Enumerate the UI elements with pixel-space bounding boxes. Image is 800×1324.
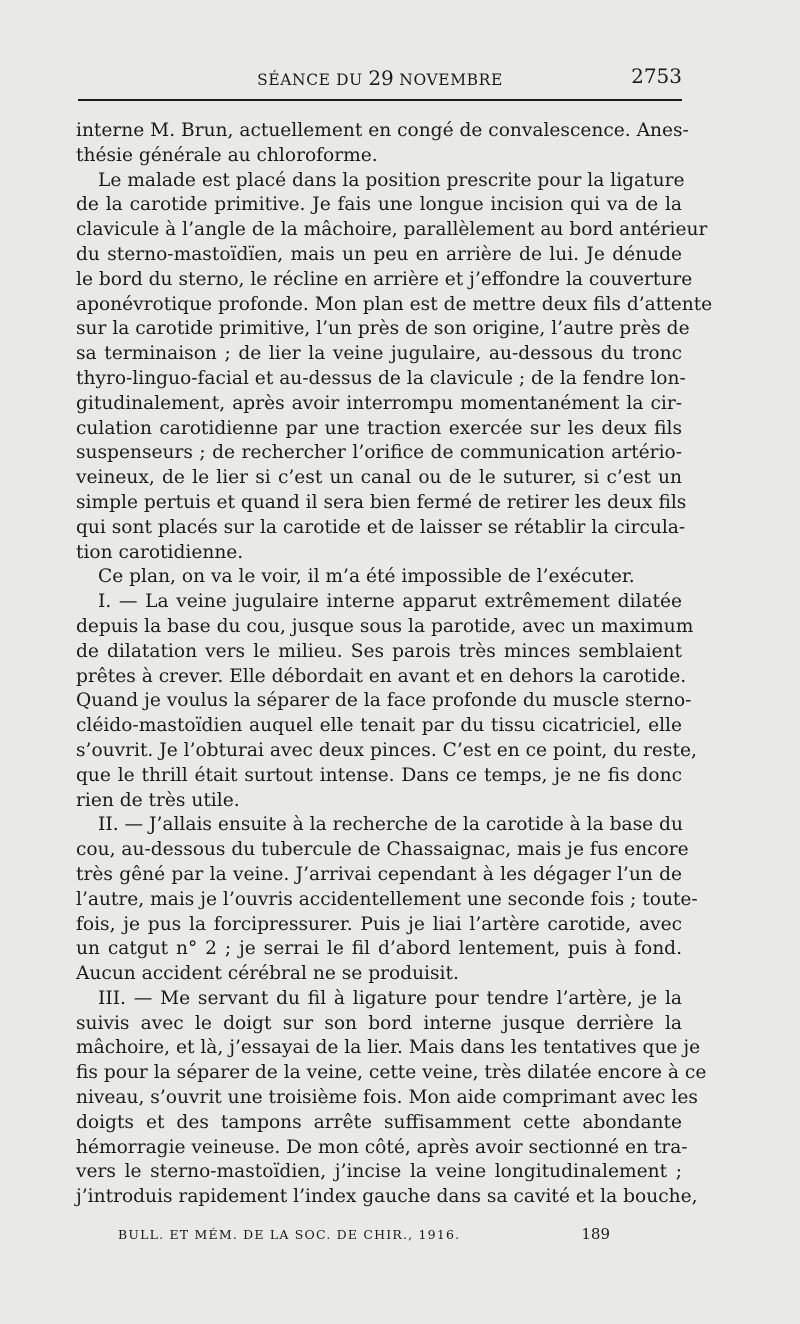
text-line: doigts et des tampons arrête suffisamment cette abondante [76, 1111, 682, 1133]
text-line: rien de très utile. [76, 789, 240, 811]
running-title-day: 29 [368, 66, 394, 90]
running-title [78, 66, 682, 90]
text-line: que le thrill était surtout intense. Dans ce temps, je ne fis donc [76, 764, 682, 786]
text-line: thyro-linguo-facial et au-dessus de la clavicule ; de la fendre lon- [76, 367, 686, 389]
text-line: s’ouvrit. Je l’obturai avec deux pinces. C’est en ce point, du reste, [76, 739, 697, 761]
text-line: niveau, s’ouvrit une troisième fois. Mon aide comprimant avec les [76, 1087, 698, 1109]
text-line: tion carotidienne. [76, 541, 244, 563]
header-rule [78, 99, 682, 101]
text-line: I. — La veine jugulaire interne apparut extrêmement dilatée [98, 591, 682, 613]
text-line: très gêné par la veine. J’arrivai cependant à les dégager l’un de [76, 863, 682, 885]
text-line: le bord du sterno, le récline en arrière et j’effondre la couverture [76, 268, 693, 290]
text-line: sur la carotide primitive, l’un près de son origine, l’autre près de [76, 318, 690, 340]
text-line: II. — J’allais ensuite à la recherche de la carotide à la base du [98, 814, 683, 836]
running-title-suffix: NOVEMBRE [393, 71, 503, 89]
footer-signature: 189 [581, 1225, 610, 1243]
text-line: simple pertuis et quand il sera bien fermé de retirer les deux fils [76, 491, 687, 513]
text-line: fis pour la séparer de la veine, cette veine, très dilatée encore à ce [76, 1062, 707, 1084]
text-line: suspenseurs ; de rechercher l’orifice de communication artério- [76, 442, 682, 464]
page-number: 2753 [631, 64, 682, 88]
text-line: culation carotidienne par une traction exercée sur les deux fils [76, 417, 682, 439]
running-head [78, 64, 682, 90]
text-line: de la carotide primitive. Je fais une longue incision qui va de la [76, 194, 682, 216]
text-line: sa terminaison ; de lier la veine jugulaire, au-dessous du tronc [76, 343, 682, 365]
text-line: du sterno-mastoïdïen, mais un peu en arrière de lui. Je dénude [76, 243, 682, 265]
text-line: j’introduis rapidement l’index gauche dans sa cavité et la bouche, [76, 1186, 698, 1208]
footer-source: BULL. ET MÉM. DE LA SOC. DE CHIR., 1916. [118, 1227, 461, 1242]
text-line: gitudinalement, après avoir interrompu momentanément la cir- [76, 392, 682, 414]
text-line: III. — Me servant du fil à ligature pour tendre l’artère, je la [98, 987, 682, 1009]
text-line: de dilatation vers le milieu. Ses parois très minces semblaient [76, 640, 682, 662]
body-text [76, 119, 713, 1210]
running-title-prefix: SÉANCE DU [257, 71, 369, 89]
text-line: qui sont placés sur la carotide et de laisser se rétablir la circula- [76, 516, 686, 538]
text-line: l’autre, mais je l’ouvris accidentellement une seconde fois ; toute- [76, 888, 698, 910]
text-line: vers le sterno-mastoïdien, j’incise la veine longitudinalement ; [76, 1161, 682, 1183]
text-line: un catgut n° 2 ; je serrai le fil d’abord lentement, puis à fond. [76, 938, 682, 960]
text-line: mâchoire, et là, j’essayai de la lier. Mais dans les tentatives que je [76, 1037, 701, 1059]
text-line: thésie générale au chloroforme. [76, 144, 378, 166]
text-line: clavicule à l’angle de la mâchoire, parallèlement au bord antérieur [76, 219, 708, 241]
text-line: fois, je pus la forcipressurer. Puis je liai l’artère carotide, avec [76, 913, 682, 935]
text-line: Aucun accident cérébral ne se produisit. [76, 963, 459, 985]
text-line: aponévrotique profonde. Mon plan est de mettre deux fils d’attente [76, 293, 713, 315]
text-line: cou, au-dessous du tubercule de Chassaignac, mais je fus encore [76, 839, 689, 861]
text-line: depuis la base du cou, jusque sous la parotide, avec un maximum [76, 615, 694, 637]
text-line: prêtes à crever. Elle débordait en avant et en dehors la carotide. [76, 665, 687, 687]
text-line: Le malade est placé dans la position prescrite pour la ligature [98, 169, 685, 191]
text-line: Ce plan, on va le voir, il m’a été impossible de l’exécuter. [98, 566, 635, 588]
text-line: Quand je voulus la séparer de la face profonde du muscle sterno- [76, 690, 692, 712]
text-line: veineux, de le lier si c’est un canal ou de le suturer, si c’est un [76, 467, 682, 489]
text-line: suivis avec le doigt sur son bord interne jusque derrière la [76, 1012, 682, 1034]
text-line: cléido-mastoïdien auquel elle tenait par du tissu cicatriciel, elle [76, 715, 682, 737]
text-line: interne M. Brun, actuellement en congé de convalescence. Anes- [76, 120, 689, 141]
text-line: hémorragie veineuse. De mon côté, après avoir sectionné en tra- [76, 1136, 688, 1158]
page-footer [118, 1225, 618, 1245]
